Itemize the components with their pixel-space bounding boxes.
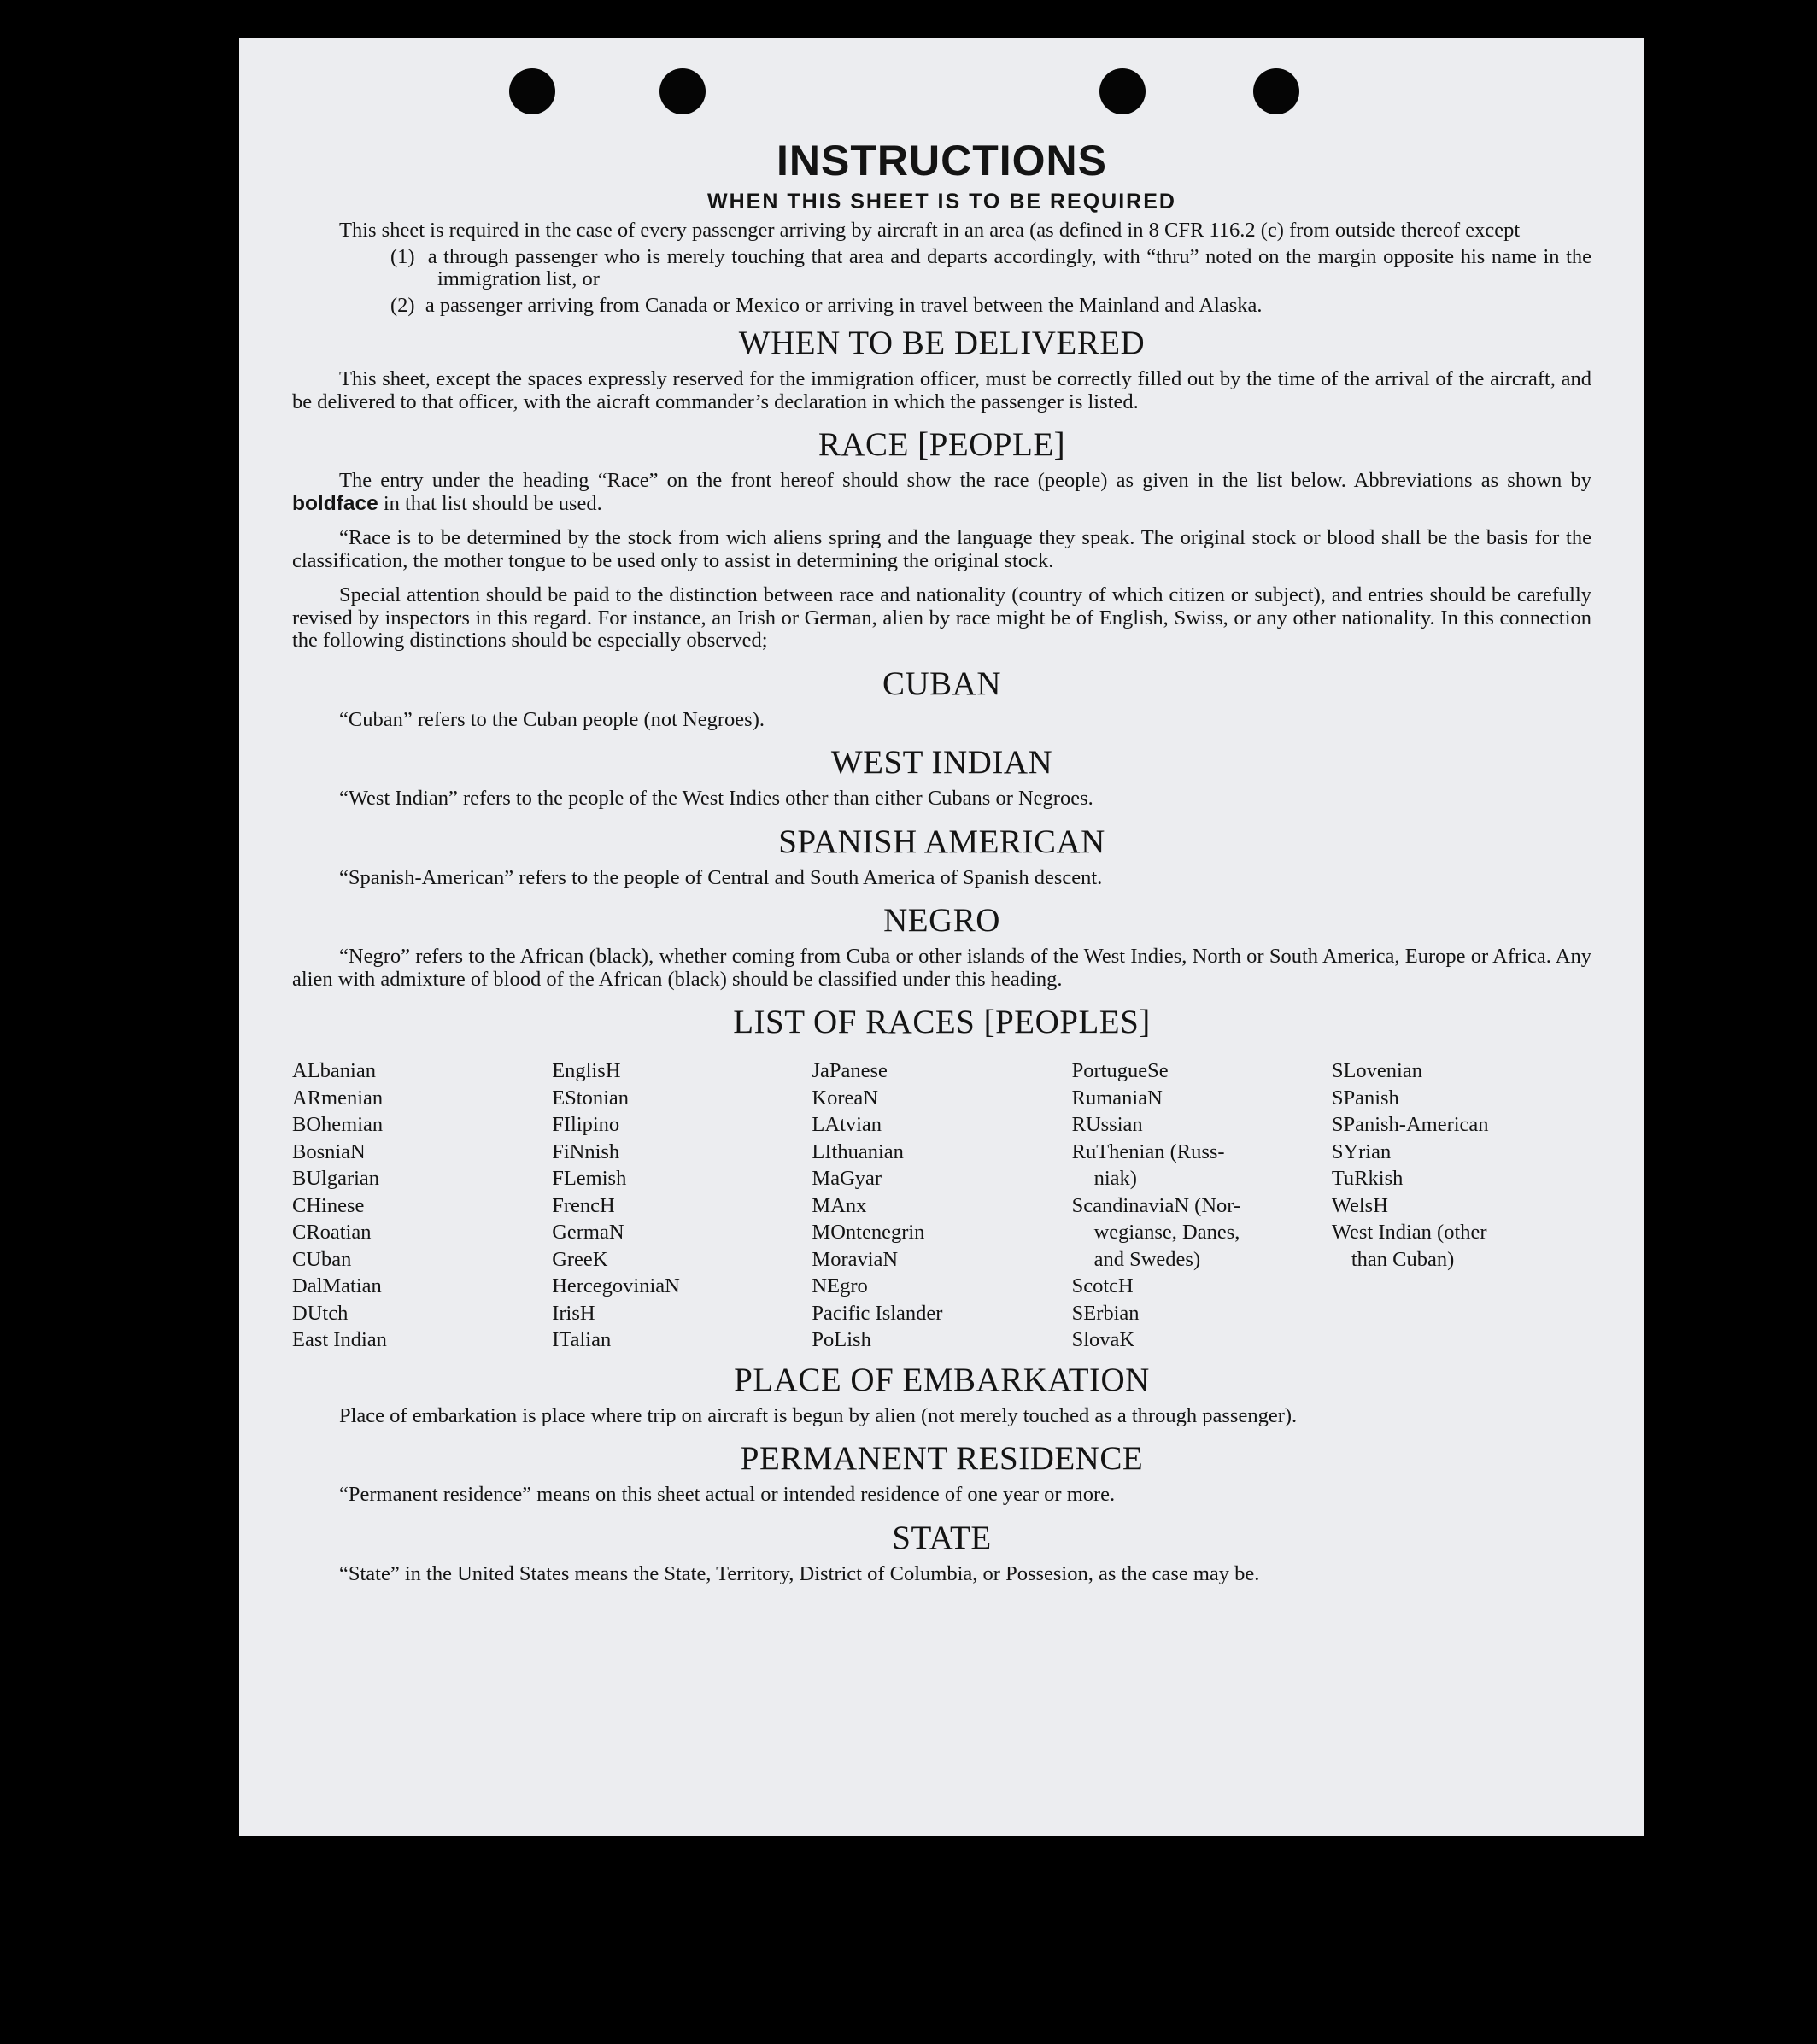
exception-1: (1) a through passenger who is merely touching that area and departs accordingly, with “thru” noted on the margin opposite his name in the immigration list, or (390, 244, 1591, 290)
race-entry: CUban (292, 1247, 352, 1271)
race-entry: CHinese (292, 1193, 365, 1217)
race-entry: WelsH (1331, 1193, 1388, 1217)
race-entry: BUlgarian (292, 1167, 380, 1190)
race-entry: SlovaK (1071, 1328, 1135, 1351)
race-entry: GreeK (552, 1247, 608, 1271)
races-column-5 (1332, 1057, 1591, 1354)
race-entry: RuThenian (Russ- (1071, 1139, 1225, 1163)
race-entry: LIthuanian (812, 1139, 904, 1163)
race-entry: niak) (1093, 1167, 1137, 1190)
race-entry: HercegoviniaN (552, 1274, 680, 1297)
race-entry: than Cuban) (1351, 1247, 1455, 1271)
race-entry: GermaN (552, 1221, 624, 1244)
race-entry: DalMatian (292, 1274, 382, 1297)
delivered-text: This sheet, except the spaces expressly reserved for the immigration officer, must be correctly filled out by the time of the arrival of the aircraft, and be delivered to that officer, with the aicraft commander’s declaration in which the passenger is listed. (292, 367, 1591, 413)
races-column-4 (1072, 1057, 1332, 1354)
race-entry: SPanish-American (1331, 1113, 1489, 1136)
race-entry: PoLish (812, 1328, 871, 1351)
race-entry: BOhemian (292, 1113, 384, 1136)
race-entry: FrencH (552, 1193, 615, 1217)
delivered-heading: WHEN TO BE DELIVERED (738, 325, 1146, 361)
state-text: “State” in the United States means the State, Territory, District of Columbia, or Possesion, as the case may be. (339, 1561, 1260, 1585)
races-column-2 (552, 1057, 812, 1354)
race-entry: BosniaN (292, 1139, 366, 1163)
race-entry: RumaniaN (1071, 1086, 1163, 1110)
race-entry: SYrian (1331, 1139, 1392, 1163)
race-entry: MoraviaN (812, 1247, 899, 1271)
race-entry: LAtvian (812, 1113, 882, 1136)
race-entry: MAnx (812, 1193, 867, 1217)
instructions-title: INSTRUCTIONS (777, 137, 1107, 184)
races-column-3 (812, 1057, 1071, 1354)
race-entry: ARmenian (292, 1086, 384, 1110)
cuban-heading: CUBAN (882, 665, 1002, 702)
race-heading: RACE [PEOPLE] (818, 426, 1066, 463)
instructions-subtitle: WHEN THIS SHEET IS TO BE REQUIRED (707, 190, 1176, 214)
race-entry: ScandinaviaN (Nor- (1071, 1193, 1241, 1217)
race-entry: RUssian (1071, 1113, 1143, 1136)
punch-hole-1 (509, 68, 555, 114)
document-content (292, 137, 1591, 1597)
race-entry: JaPanese (812, 1059, 888, 1082)
race-entry: KoreaN (812, 1086, 878, 1110)
race-entry: East Indian (292, 1328, 387, 1351)
negro-heading: NEGRO (883, 902, 1000, 939)
race-entry: EStonian (552, 1086, 630, 1110)
race-entry: IrisH (552, 1301, 595, 1325)
negro-text: “Negro” refers to the African (black), whether coming from Cuba or other islands of the West Indies, North or South America, Europe or Africa. Any alien with admixture of blood of the African (black) should be classified under this heading. (292, 945, 1591, 991)
spanish-american-text: “Spanish-American” refers to the people of Central and South America of Spanish descent. (339, 865, 1103, 889)
race-entry: DUtch (292, 1301, 349, 1325)
race-entry: NEgro (812, 1274, 868, 1297)
embarkation-text: Place of embarkation is place where trip on aircraft is begun by alien (not merely touched as a through passenger). (339, 1403, 1298, 1427)
race-entry: West Indian (other (1331, 1221, 1487, 1244)
residence-heading: PERMANENT RESIDENCE (740, 1440, 1144, 1477)
punch-hole-2 (659, 68, 706, 114)
embarkation-heading: PLACE OF EMBARKATION (734, 1361, 1150, 1398)
list-of-races-heading: LIST OF RACES [PEOPLES] (733, 1004, 1151, 1040)
west-indian-heading: WEST INDIAN (830, 744, 1053, 781)
residence-text: “Permanent residence” means on this sheet actual or intended residence of one year or more. (339, 1483, 1116, 1506)
race-entry: SLovenian (1331, 1059, 1422, 1082)
instructions-text: This sheet is required in the case of every passenger arriving by aircraft in an area (as defined in 8 CFR 116.2 (c) from outside thereof except (339, 219, 1521, 242)
spanish-american-heading: SPANISH AMERICAN (778, 823, 1105, 860)
document-page (239, 38, 1644, 1836)
race-text-3: Special attention should be paid to the distinction between race and nationality (country of which citizen or subject), and entries should be carefully revised by inspectors in this regard. For instance, an Irish or German, alien by race might be of English, Swiss, or any other nationality. In this connection the following distinctions should be especially observed; (292, 583, 1591, 652)
race-entry: ALbanian (292, 1059, 376, 1082)
race-entry: FLemish (552, 1167, 627, 1190)
exception-2: (2) a passenger arriving from Canada or Mexico or arriving in travel between the Mainland and Alaska. (390, 293, 1263, 317)
race-entry: FIlipino (552, 1113, 620, 1136)
race-text-2: “Race is to be determined by the stock from wich aliens spring and the language they speak. The original stock or blood shall be the basis for the classification, the mother tongue to be used only to assist in determining the original stock. (292, 526, 1591, 572)
race-entry: PortugueSe (1071, 1059, 1169, 1082)
race-entry: ScotcH (1071, 1274, 1134, 1297)
races-list (292, 1057, 1591, 1354)
cuban-text: “Cuban” refers to the Cuban people (not Negroes). (339, 707, 765, 731)
race-entry: EnglisH (552, 1059, 621, 1082)
state-heading: STATE (892, 1519, 992, 1556)
punch-hole-4 (1253, 68, 1299, 114)
race-entry: MaGyar (812, 1167, 882, 1190)
race-entry: and Swedes) (1093, 1247, 1201, 1271)
race-text: The entry under the heading “Race” on the front hereof should show the race (people) as given in the list below. Abbreviations as shown by boldface in that list should be used. (292, 469, 1591, 515)
race-entry: Pacific Islander (812, 1301, 943, 1325)
race-entry: MOntenegrin (812, 1221, 925, 1244)
west-indian-text: “West Indian” refers to the people of the West Indies other than either Cubans or Negroes. (339, 787, 1093, 810)
races-column-1 (292, 1057, 552, 1354)
punch-hole-3 (1099, 68, 1146, 114)
race-entry: SErbian (1071, 1301, 1140, 1325)
race-entry: ITalian (552, 1328, 612, 1351)
race-entry: CRoatian (292, 1221, 372, 1244)
race-entry: FiNnish (552, 1139, 620, 1163)
race-entry: SPanish (1331, 1086, 1399, 1110)
race-entry: wegianse, Danes, (1093, 1221, 1240, 1244)
race-entry: TuRkish (1331, 1167, 1404, 1190)
